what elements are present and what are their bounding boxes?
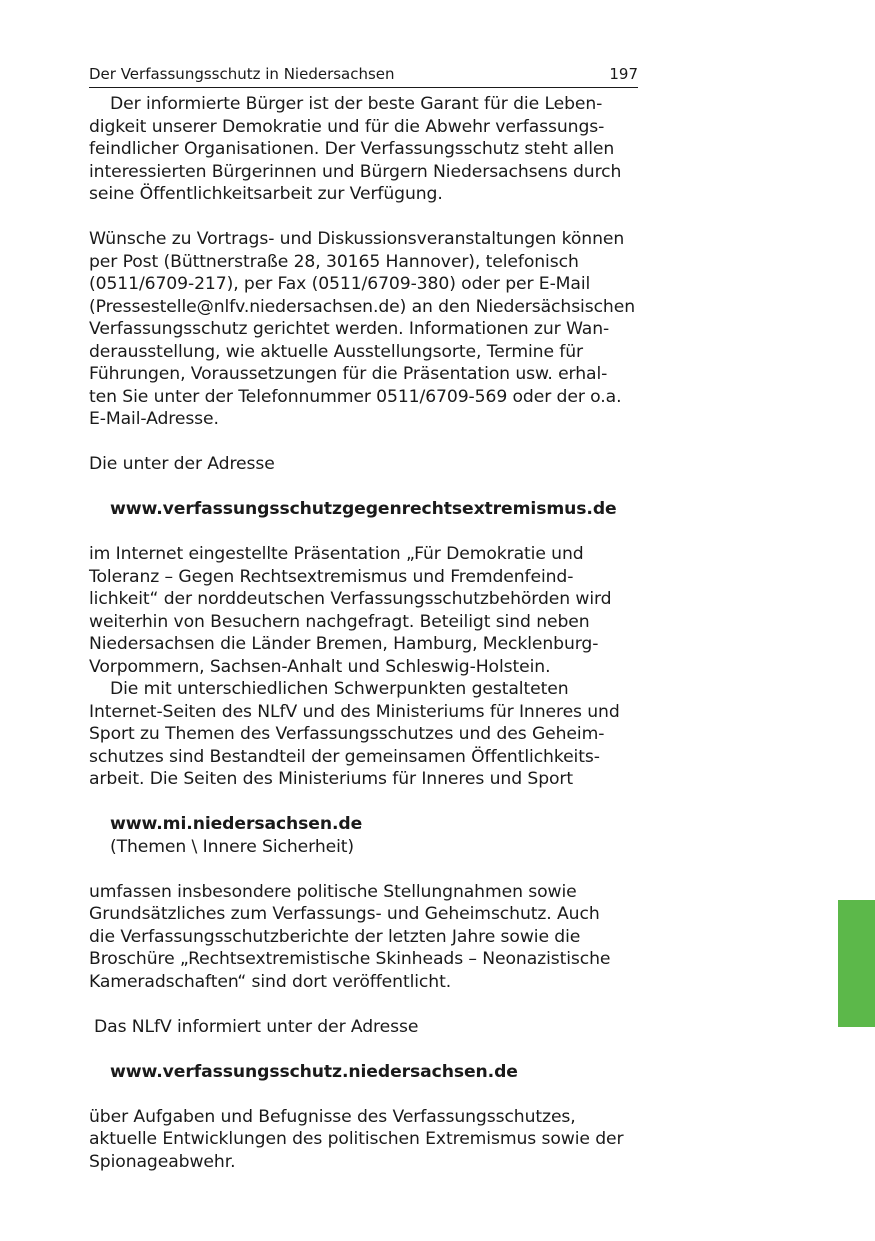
url-verfassungsschutzgegenrechtsextremismus[interactable]: www.verfassungsschutzgegenrechtsextremismus.de — [110, 499, 617, 519]
text-line: E-Mail-Adresse. — [89, 409, 219, 429]
text-line: Vorpommern, Sachsen-Anhalt und Schleswig-Holstein. — [89, 656, 551, 677]
text-line: ten Sie unter der Telefonnummer 0511/6709-569 oder der o.a. — [89, 386, 622, 407]
paragraph-nlfv-address-intro: Das NLfV informiert unter der Adresse — [94, 1016, 419, 1037]
text-line: Die mit unterschiedlichen Schwerpunkten gestalteten — [110, 679, 569, 699]
paragraph-ministry-content — [89, 881, 638, 994]
text-line: Grundsätzliches zum Verfassungs- und Geheimschutz. Auch — [89, 904, 600, 924]
text-line: Niedersachsen die Länder Bremen, Hamburg, Mecklenburg- — [89, 634, 599, 654]
paragraph-presentation — [89, 543, 638, 678]
text-line: lichkeit“ der norddeutschen Verfassungsschutzbehörden wird — [89, 589, 612, 609]
paragraph-nlfv-topics — [89, 1106, 638, 1174]
text-line: Broschüre „Rechtsextremistische Skinheads – Neonazistische — [89, 949, 611, 969]
text-line: per Post (Büttnerstraße 28, 30165 Hannover), telefonisch — [89, 251, 579, 272]
text-line: Sport zu Themen des Verfassungsschutzes und des Geheim- — [89, 724, 605, 744]
url-mi-niedersachsen[interactable]: www.mi.niedersachsen.de — [110, 814, 363, 834]
text-line: Der informierte Bürger ist der beste Garant für die Leben- — [110, 94, 603, 114]
page-content — [89, 64, 638, 1173]
running-head-title: Der Verfassungsschutz in Niedersachsen — [89, 65, 395, 83]
text-line: im Internet eingestellte Präsentation „Für Demokratie und — [89, 544, 584, 564]
chapter-tab-marker — [838, 900, 875, 1027]
text-line: derausstellung, wie aktuelle Ausstellungsorte, Termine für — [89, 341, 583, 362]
text-line: weiterhin von Besuchern nachgefragt. Beteiligt sind neben — [89, 611, 590, 632]
text-line: Kameradschaften“ sind dort veröffentlicht. — [89, 971, 452, 992]
text-line: über Aufgaben und Befugnisse des Verfassungsschutzes, — [89, 1106, 576, 1127]
text-line: (Pressestelle@nlfv.niedersachsen.de) an den Niedersächsischen — [89, 296, 635, 317]
text-line: feindlicher Organisationen. Der Verfassungsschutz steht allen — [89, 139, 615, 159]
text-line: digkeit unserer Demokratie und für die Abwehr verfassungs- — [89, 116, 605, 137]
paragraph-intro — [89, 93, 638, 206]
paragraph-internet-pages — [89, 678, 638, 791]
text-line: seine Öffentlichkeitsarbeit zur Verfügung. — [89, 184, 443, 204]
text-line: Spionageabwehr. — [89, 1151, 236, 1172]
text-line: arbeit. Die Seiten des Ministeriums für Inneres und Sport — [89, 769, 574, 789]
text-line: interessierten Bürgerinnen und Bürgern Niedersachsens durch — [89, 161, 622, 182]
text-line: schutzes sind Bestandteil der gemeinsamen Öffentlichkeits- — [89, 746, 600, 767]
paragraph-contact — [89, 228, 638, 431]
text-line: Verfassungsschutz gerichtet werden. Informationen zur Wan- — [89, 319, 610, 339]
text-line: Toleranz – Gegen Rechtsextremismus und Fremdenfeind- — [89, 566, 574, 587]
page-number: 197 — [609, 65, 638, 83]
text-line: Wünsche zu Vortrags- und Diskussionsveranstaltungen können — [89, 229, 625, 249]
running-head — [89, 64, 638, 88]
text-line: umfassen insbesondere politische Stellungnahmen sowie — [89, 881, 577, 902]
url-verfassungsschutz-niedersachsen[interactable]: www.verfassungsschutz.niedersachsen.de — [110, 1061, 518, 1082]
text-line: Führungen, Voraussetzungen für die Präsentation usw. erhal- — [89, 364, 608, 384]
text-line: die Verfassungsschutzberichte der letzten Jahre sowie die — [89, 926, 581, 947]
url-note: (Themen \ Innere Sicherheit) — [110, 836, 355, 857]
paragraph-address-intro: Die unter der Adresse — [89, 454, 275, 474]
text-line: aktuelle Entwicklungen des politischen Extremismus sowie der — [89, 1129, 624, 1149]
text-line: (0511/6709-217), per Fax (0511/6709-380) oder per E-Mail — [89, 274, 591, 294]
body-text — [89, 93, 638, 1173]
text-line: Internet-Seiten des NLfV und des Ministeriums für Inneres und — [89, 701, 620, 722]
